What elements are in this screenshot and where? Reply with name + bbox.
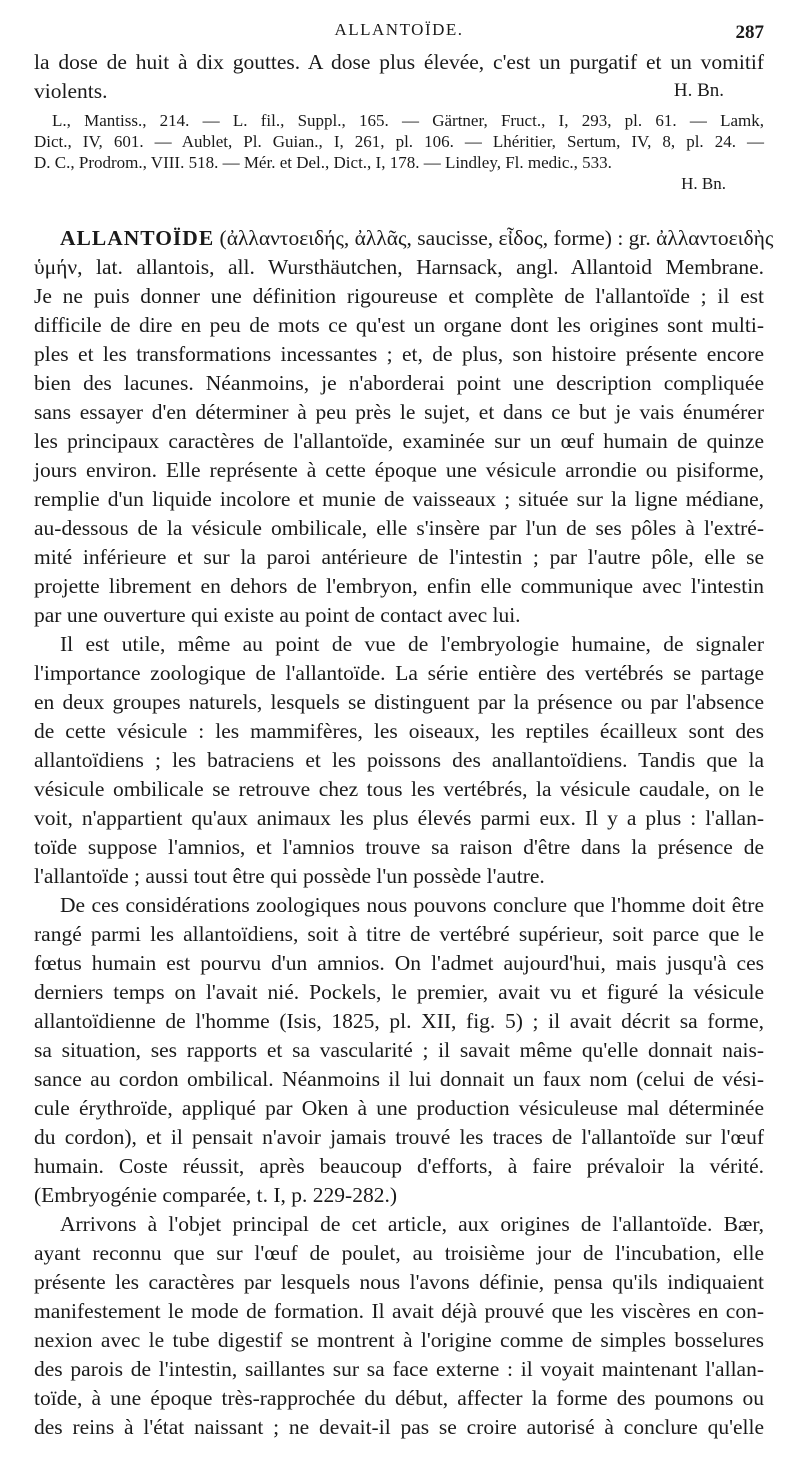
text-line: en deux groupes naturels, lesquels se distinguent par la présence ou par l'absence xyxy=(34,690,764,714)
text-line: humain. Coste réussit, après beaucoup d'efforts, à faire prévaloir la vérité. xyxy=(34,1154,764,1178)
text-line: au-dessous de la vésicule ombilicale, elle s'insère par l'un de ses pôles à l'extré- xyxy=(34,516,764,540)
text-line: violents. xyxy=(34,79,108,103)
text-line: allantoïdienne de l'homme (Isis, 1825, pl. XII, fig. 5) ; il avait décrit sa forme, xyxy=(34,1009,764,1033)
text-line: difficile de dire en peu de mots ce qu'est un organe dont les origines sont multi- xyxy=(34,313,764,337)
text-line: projette librement en dehors de l'embryon, enfin elle communique avec l'intestin xyxy=(34,574,764,598)
page-number: 287 xyxy=(735,22,764,43)
running-header xyxy=(34,20,764,48)
text-line: la dose de huit à dix gouttes. A dose plus élevée, c'est un purgatif et un vomitif xyxy=(34,50,764,74)
paragraph-conclusion xyxy=(34,891,764,1210)
article-headword: ALLANTOÏDE xyxy=(60,226,215,250)
text-line: vésicule ombilicale se retrouve chez tous les vertébrés, la vésicule caudale, on le xyxy=(34,777,764,801)
text-line: présente les caractères par lesquels nous l'avons définie, pensa qu'ils indiquaient xyxy=(34,1270,764,1294)
article-allantoide xyxy=(34,224,774,630)
running-title: ALLANTOÏDE. xyxy=(334,20,464,39)
article-first-line xyxy=(34,224,774,253)
text-line: bien des lacunes. Néanmoins, je n'aborderai point une description compliquée xyxy=(34,371,764,395)
text-line: l'importance zoologique de l'allantoïde. La série entière des vertébrés se partage xyxy=(34,661,764,685)
text-line: toïde, à une époque très-rapprochée du début, affecter la forme des poumons ou xyxy=(34,1386,764,1410)
text-line: Arrivons à l'objet principal de cet article, aux origines de l'allantoïde. Bær, xyxy=(60,1212,764,1236)
text-line: du cordon), et il pensait n'avoir jamais trouvé les traces de l'allantoïde sur l'œuf xyxy=(34,1125,764,1149)
text-line: ὑμήν, lat. allantois, all. Wursthäutchen, Harnsack, angl. Allantoid Membrane. xyxy=(34,255,764,279)
text-line: voit, n'appartient qu'aux animaux les plus élevés parmi eux. Il y a plus : l'allan- xyxy=(34,806,764,830)
reference-block xyxy=(34,110,764,194)
paragraph-origins xyxy=(34,1210,764,1442)
text-line: l'allantoïde ; aussi tout être qui possède l'un possède l'autre. xyxy=(34,864,545,888)
text-line: cule érythroïde, appliqué par Oken à une production vésiculeuse mal déterminée xyxy=(34,1096,764,1120)
text-line: jours environ. Elle représente à cette époque une vésicule arrondie ou pisiforme, xyxy=(34,458,764,482)
text-line: mité inférieure et sur la paroi antérieure de l'intestin ; par l'autre pôle, elle se xyxy=(34,545,764,569)
text-line: derniers temps on l'avait nié. Pockels, le premier, avait vu et figuré la vésicule xyxy=(34,980,764,1004)
text-line: (Embryogénie comparée, t. I, p. 229-282.) xyxy=(34,1183,397,1207)
text-line: nexion avec le tube digestif se montrent à l'origine comme de simples bosselures xyxy=(34,1328,764,1352)
text-line: sans essayer d'en déterminer à peu près le sujet, et dans ce but je vais énumérer xyxy=(34,400,764,424)
text-line: toïde suppose l'amnios, et l'amnios trouve sa raison d'être dans la présence de xyxy=(34,835,764,859)
text-line: ayant reconnu que sur l'œuf de poulet, au troisième jour de l'incubation, elle xyxy=(34,1241,764,1265)
text-line: les principaux caractères de l'allantoïde, examinée sur un œuf humain de quinze xyxy=(34,429,764,453)
paragraph-zoology xyxy=(34,630,764,891)
text-line: des reins à l'état naissant ; ne devait-il pas se croire autorisé à conclure qu'elle xyxy=(34,1415,764,1439)
text-line: sance au cordon ombilical. Néanmoins il lui donnait un faux nom (celui de vési- xyxy=(34,1067,764,1091)
reference-line: L., Mantiss., 214. — L. fil., Suppl., 165. — Gärtner, Fruct., I, 293, pl. 61. — Lamk, xyxy=(52,111,764,130)
page xyxy=(34,20,774,1442)
text-line: remplie d'un liquide incolore et munie de vaisseaux ; située sur la ligne médiane, xyxy=(34,487,764,511)
text-line: Il est utile, même au point de vue de l'embryologie humaine, de signaler xyxy=(60,632,764,656)
text-line: rangé parmi les allantoïdiens, soit à titre de vertébré supérieur, soit parce que le xyxy=(34,922,764,946)
reference-line: Dict., IV, 601. — Aublet, Pl. Guian., I, 261, pl. 106. — Lhéritier, Sertum, IV, 8, pl. 24. — xyxy=(34,132,764,151)
text-line: sa situation, ses rapports et sa vascularité ; il savait même qu'elle donnait nais- xyxy=(34,1038,764,1062)
reference-line: D. C., Prodrom., VIII. 518. — Mér. et Del., Dict., I, 178. — Lindley, Fl. medic., 533. xyxy=(34,153,612,172)
text-line: des parois de l'intestin, saillantes sur sa face externe : il voyait maintenant l'allan- xyxy=(34,1357,764,1381)
author-signature: H. Bn. xyxy=(673,80,724,101)
text-line: par une ouverture qui existe au point de contact avec lui. xyxy=(34,603,521,627)
etymology: (ἀλλαντοειδής, ἀλλᾶς, saucisse, εἶδος, forme) : gr. ἀλλαντοειδὴς xyxy=(219,226,774,250)
text-line: Je ne puis donner une définition rigoureuse et complète de l'allantoïde ; il est xyxy=(34,284,764,308)
author-signature: H. Bn. xyxy=(681,174,726,193)
text-line: allantoïdiens ; les batraciens et les poissons des anallantoïdiens. Tandis que la xyxy=(34,748,764,772)
text-line: de cette vésicule : les mammifères, les oiseaux, les reptiles écailleux sont des xyxy=(34,719,764,743)
text-line: manifestement le mode de formation. Il avait déjà prouvé que les viscères en con- xyxy=(34,1299,764,1323)
text-line: ples et les transformations incessantes ; et, de plus, son histoire présente encore xyxy=(34,342,764,366)
text-line: De ces considérations zoologiques nous pouvons conclure que l'homme doit être xyxy=(60,893,764,917)
text-line: fœtus humain est pourvu d'un amnios. On l'admet aujourd'hui, mais jusqu'à ces xyxy=(34,951,764,975)
